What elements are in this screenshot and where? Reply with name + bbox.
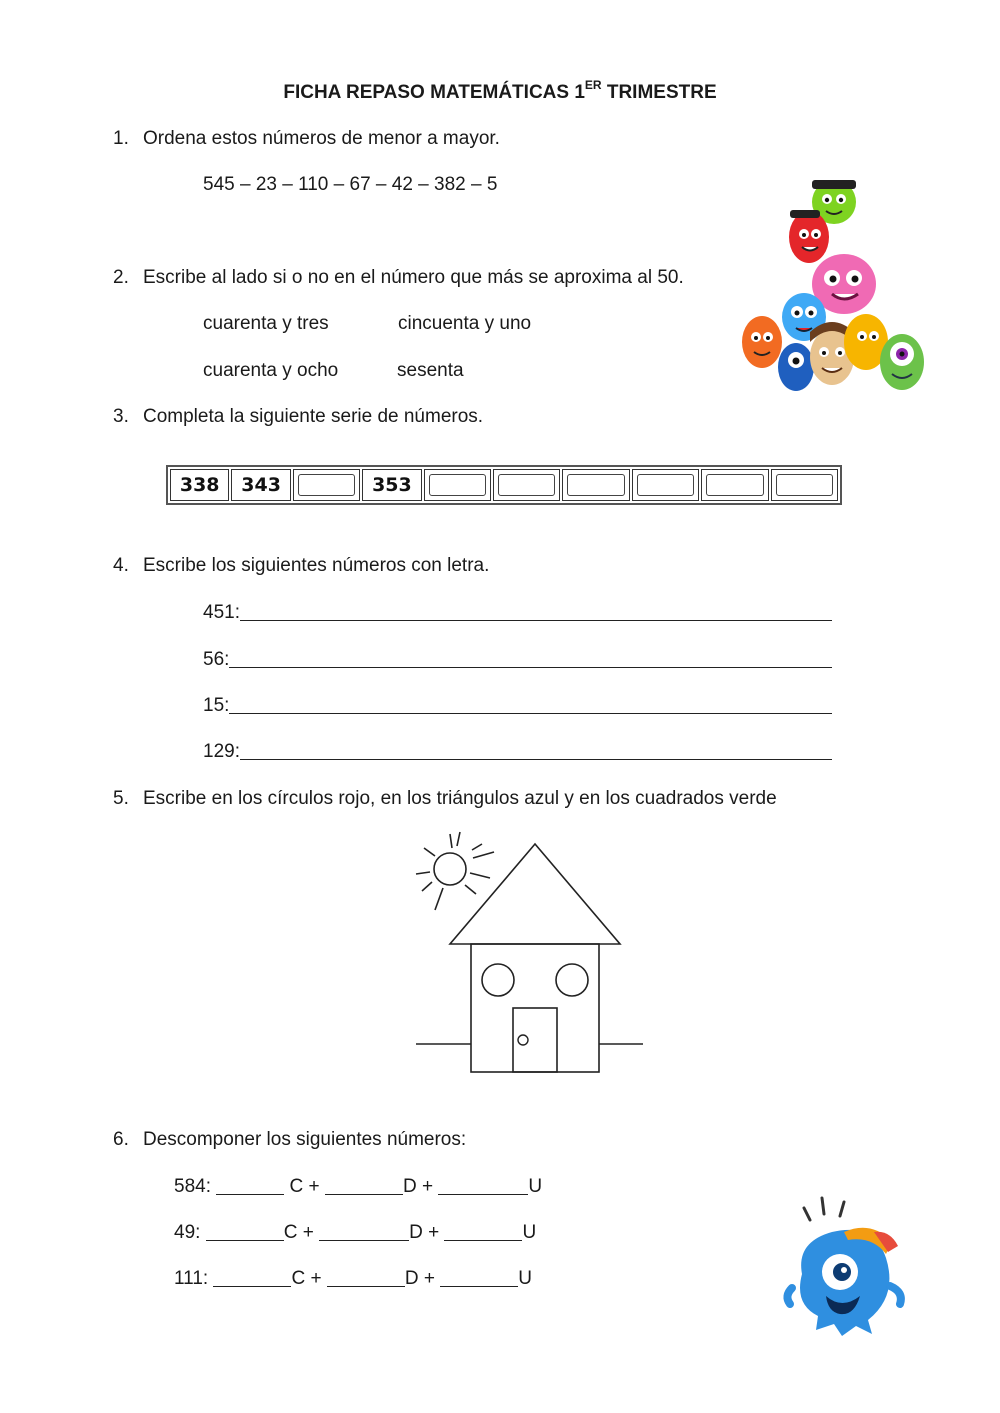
- title-tail: TRIMESTRE: [601, 82, 717, 103]
- series-blank-cell[interactable]: [493, 469, 560, 501]
- row-label: 111:: [174, 1268, 209, 1289]
- units-blank[interactable]: [444, 1222, 522, 1241]
- monsters-group-illustration: [734, 172, 929, 402]
- window-circle: [482, 964, 514, 996]
- door-rectangle: [513, 1008, 557, 1072]
- numbers-to-order: 545 – 23 – 110 – 67 – 42 – 382 – 5: [203, 174, 498, 195]
- title-superscript: ER: [584, 78, 602, 92]
- tens-unit: D +: [409, 1222, 440, 1243]
- tens-blank[interactable]: [325, 1176, 403, 1195]
- number-series-table: [166, 465, 842, 505]
- units-unit: U: [522, 1222, 537, 1243]
- question-text: Ordena estos números de menor a mayor.: [143, 128, 500, 149]
- write-line-451[interactable]: [203, 602, 832, 624]
- question-number: 4.: [113, 555, 129, 576]
- tens-blank[interactable]: [327, 1268, 405, 1287]
- sun-drawing: [416, 832, 494, 910]
- hundreds-unit: C +: [289, 1176, 320, 1197]
- hundreds-blank[interactable]: [213, 1268, 291, 1287]
- question-number: 2.: [113, 267, 129, 288]
- series-blank-cell[interactable]: [771, 469, 838, 501]
- series-blank-cell[interactable]: [562, 469, 629, 501]
- write-line-129[interactable]: [203, 741, 832, 763]
- units-unit: U: [528, 1176, 543, 1197]
- decompose-row-111: [174, 1268, 532, 1290]
- option-cuarenta-y-ocho: cuarenta y ocho: [203, 360, 339, 381]
- tens-blank[interactable]: [319, 1222, 409, 1241]
- decompose-row-49: [174, 1222, 536, 1244]
- question-text: Descomponer los siguientes números:: [143, 1129, 467, 1150]
- question-number: 1.: [113, 128, 129, 149]
- units-unit: U: [518, 1268, 532, 1289]
- write-line-label: 56:: [203, 649, 230, 670]
- row-label: 49:: [174, 1222, 201, 1243]
- question-number: 3.: [113, 406, 129, 427]
- write-line-56[interactable]: [203, 649, 832, 671]
- write-line-label: 129:: [203, 741, 240, 762]
- option-cuarenta-y-tres: cuarenta y tres: [203, 313, 329, 334]
- option-sesenta: sesenta: [397, 360, 464, 381]
- series-blank-cell[interactable]: [632, 469, 699, 501]
- house-shapes-drawing: [410, 828, 650, 1078]
- question-5: [113, 788, 777, 810]
- question-2: [113, 267, 684, 289]
- tens-unit: D +: [402, 1176, 434, 1197]
- question-text: Escribe en los círculos rojo, en los triángulos azul y en los cuadrados verde: [143, 788, 777, 809]
- question-text: Completa la siguiente serie de números.: [143, 406, 484, 427]
- write-line-label: 15:: [203, 695, 230, 716]
- question-4: [113, 555, 489, 577]
- option-cincuenta-y-uno: cincuenta y uno: [398, 313, 532, 334]
- question-number: 6.: [113, 1129, 129, 1150]
- units-blank[interactable]: [438, 1176, 528, 1195]
- series-cell: 343: [231, 469, 290, 501]
- question-text: Escribe los siguientes números con letra.: [143, 555, 490, 576]
- question-1: [113, 128, 500, 150]
- series-blank-cell[interactable]: [424, 469, 491, 501]
- write-line-15[interactable]: [203, 695, 832, 717]
- question-6: [113, 1129, 466, 1151]
- window-circle: [556, 964, 588, 996]
- hundreds-unit: C +: [291, 1268, 322, 1289]
- decompose-row-584: [174, 1176, 542, 1198]
- door-knob-circle: [518, 1035, 528, 1045]
- hundreds-unit: C +: [283, 1222, 314, 1243]
- question-number: 5.: [113, 788, 129, 809]
- question-3: [113, 406, 483, 428]
- tens-unit: D +: [404, 1268, 435, 1289]
- hundreds-blank[interactable]: [206, 1222, 284, 1241]
- series-cell: 353: [362, 469, 421, 501]
- series-blank-cell[interactable]: [701, 469, 768, 501]
- units-blank[interactable]: [440, 1268, 518, 1287]
- question-text: Escribe al lado si o no en el número que más se aproxima al 50.: [143, 267, 684, 288]
- blue-monster-illustration: [782, 1192, 912, 1342]
- series-cell: 338: [170, 469, 229, 501]
- row-label: 584:: [174, 1176, 211, 1197]
- title-main: FICHA REPASO MATEMÁTICAS 1: [283, 82, 585, 103]
- write-line-label: 451:: [203, 602, 240, 623]
- hundreds-blank[interactable]: [216, 1176, 284, 1195]
- worksheet-title: [0, 78, 1000, 104]
- series-blank-cell[interactable]: [293, 469, 360, 501]
